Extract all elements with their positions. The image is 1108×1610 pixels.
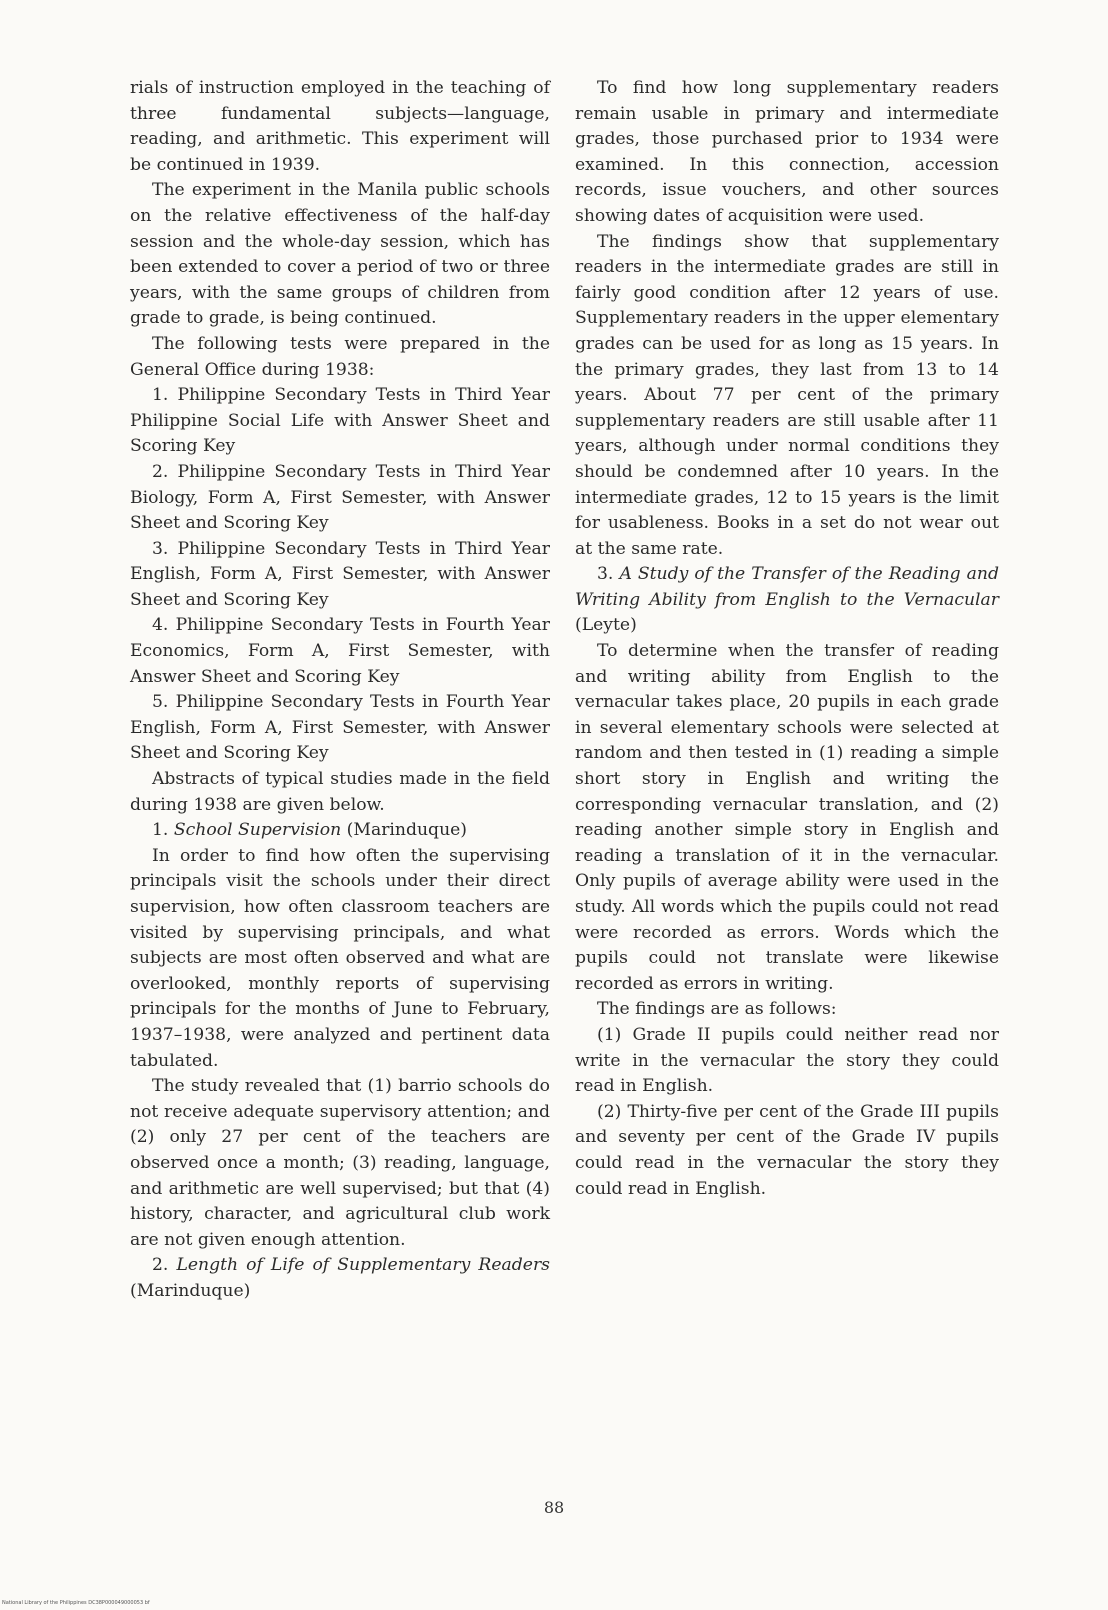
heading-place: (Marinduque) — [346, 820, 468, 841]
paragraph: (1) Grade II pupils could neither read nor write in the vernacular the story they could read in English. — [575, 1024, 999, 1097]
heading-place: (Leyte) — [575, 615, 637, 636]
paragraph: The study revealed that (1) barrio schools do not receive adequate supervisory attention; and (2) only 27 per cent of the teachers are observed once a month; (3) reading, language, and arithmetic are well supervised; but that (4) history, character, and agricultural club work are not given enough attention. — [130, 1076, 550, 1250]
paragraph: The experiment in the Manila public schools on the relative effectiveness of the half-day session and the whole-day session, which has been extended to cover a period of two or three years, with the same groups of children from grade to grade, is being continued. — [130, 180, 550, 329]
list-item: 1. Philippine Secondary Tests in Third Year Philippine Social Life with Answer Sheet and Scoring Key — [130, 385, 550, 457]
paragraph: The findings show that supplementary readers in the intermediate grades are still in fairly good condition after 12 years of use. Supplementary readers in the upper elementary grades can be used for as long as 15 years. In the primary grades, they last from 13 to 14 years. About 77 per cent of the primary supplementary readers are still usable after 11 years, although under normal conditions they should be condemned after 10 years. In the intermediate grades, 12 to 15 years is the limit for usableness. Books in a set do not wear out at the same rate. — [575, 231, 999, 559]
page-number: 88 — [543, 1498, 565, 1517]
paragraph: To determine when the transfer of reading and writing ability from English to the vernacular takes place, 20 pupils in each grade in several elementary schools were selected at random and then tested in (1) reading a simple short story in English and writing the corresponding vernacular translation, and (2) reading another simple story in English and reading a translation of it in the vernacular. Only pupils of average ability were used in the study. All words which the pupils could not read were recorded as errors. Words which the pupils could not translate were likewise recorded as errors in writing. — [575, 641, 999, 994]
list-item: 3. Philippine Secondary Tests in Third Year English, Form A, First Semester, with Answer Sheet and Scoring Key — [130, 538, 550, 610]
section-heading — [130, 1253, 550, 1304]
list-item: 2. Philippine Secondary Tests in Third Year Biology, Form A, First Semester, with Answer Sheet and Scoring Key — [130, 461, 550, 534]
paragraph: To find how long supplementary readers remain usable in primary and intermediate grades, those purchased prior to 1934 were examined. In this connection, accession records, issue vouchers, and other sources showing dates of acquisition were used. — [575, 78, 999, 226]
heading-number: 3. — [597, 564, 614, 585]
section-heading — [575, 562, 999, 639]
section-heading — [130, 818, 550, 844]
paragraph: rials of instruction employed in the teaching of three fundamental subjects—language, reading, and arithmetic. This experiment will be continued in 1939. — [130, 78, 550, 175]
paragraph: Abstracts of typical studies made in the field during 1938 are given below. — [130, 769, 550, 815]
footer-credit: National Library of the Philippines DC38P000049000053 bf — [2, 1600, 150, 1606]
list-item: 4. Philippine Secondary Tests in Fourth Year Economics, Form A, First Semester, with Answer Sheet and Scoring Key — [130, 615, 550, 687]
paragraph: (2) Thirty-five per cent of the Grade III pupils and seventy per cent of the Grade IV pupils could read in the vernacular the story they could read in English. — [575, 1101, 999, 1199]
heading-title: School Supervision — [173, 820, 342, 841]
paragraph: The findings are as follows: — [597, 999, 837, 1020]
heading-title: A Study of the Transfer of the Reading and Writing Ability from English to the Vernacular — [575, 564, 999, 610]
heading-number: 2. — [152, 1255, 169, 1276]
paragraph: The following tests were prepared in the General Office during 1938: — [130, 333, 550, 380]
paragraph: In order to find how often the supervising principals visit the schools under their direct supervision, how often classroom teachers are visited by supervising principals, and what subjects are most often observed and what are overlooked, monthly reports of supervising principals for the months of June to February, 1937–1938, were analyzed and pertinent data tabulated. — [130, 845, 550, 1071]
heading-place: (Marinduque) — [130, 1280, 251, 1301]
heading-title: Length of Life of Supplementary Readers — [176, 1255, 550, 1276]
heading-number: 1. — [152, 820, 169, 841]
right-column — [575, 76, 999, 1202]
list-item: 5. Philippine Secondary Tests in Fourth Year English, Form A, First Semester, with Answer Sheet and Scoring Key — [130, 692, 550, 764]
left-column — [130, 76, 550, 1305]
